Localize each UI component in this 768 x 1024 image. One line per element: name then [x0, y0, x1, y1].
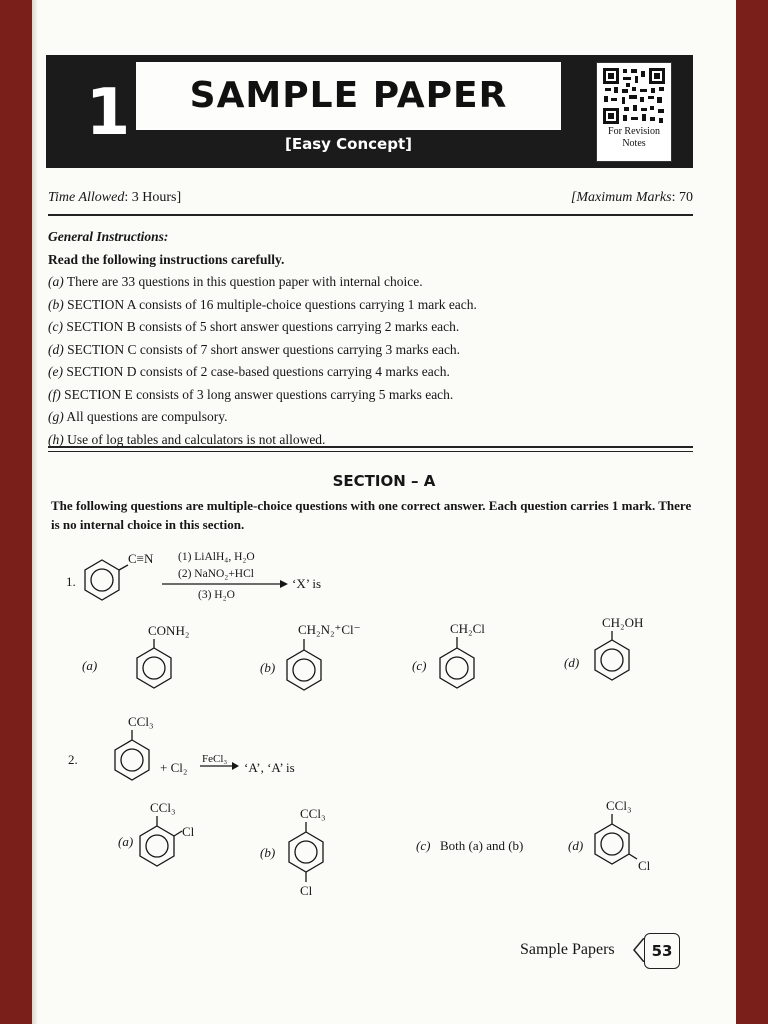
- q2-option-c-tag: (c): [416, 838, 431, 853]
- item-text: There are 33 questions in this question paper with internal choice.: [66, 274, 423, 289]
- qr-code-icon[interactable]: [602, 67, 666, 125]
- q1-option-a-group: CONH₂: [148, 623, 190, 638]
- item-tag: (b): [48, 296, 64, 312]
- q2-option-d-tag: (d): [568, 838, 584, 853]
- benzene-ring-icon: [287, 639, 321, 690]
- q1-number: 1.: [66, 574, 76, 589]
- divider: [48, 214, 693, 216]
- q1-group: C≡N: [128, 551, 154, 566]
- item-tag: (h): [48, 431, 64, 447]
- instruction-item: [48, 406, 693, 429]
- instruction-item: [48, 384, 693, 407]
- q2-option-c-text: Both (a) and (b): [440, 838, 524, 853]
- q2-option-b-sub: Cl: [300, 883, 313, 898]
- benzene-ring-icon: [440, 637, 474, 688]
- q1-option-c-tag: (c): [412, 658, 427, 673]
- q2-option-d-sub: Cl: [638, 858, 651, 873]
- page-subtitle: [Easy Concept]: [285, 135, 412, 153]
- q2-option-a-top: CCl₃: [150, 800, 176, 815]
- time-allowed-value: : 3 Hours]: [124, 190, 182, 205]
- q1-option-c-group: CH₂Cl: [450, 621, 485, 636]
- max-marks-label: [Maximum Marks: [570, 190, 672, 205]
- divider: [48, 451, 693, 452]
- q2-option-d-top: CCl₃: [606, 798, 632, 813]
- instruction-item: [48, 339, 693, 362]
- page-number: 53: [644, 933, 680, 969]
- item-text: SECTION C consists of 7 short answer questions carrying 3 marks each.: [67, 341, 461, 357]
- benzene-ring-icon: [140, 816, 182, 866]
- item-tag: (g): [48, 409, 64, 424]
- instructions-lead: Read the following instructions carefully.: [48, 251, 285, 267]
- benzene-ring-icon: [595, 631, 629, 680]
- divider: [48, 446, 693, 448]
- q2-option-b-top: CCl₃: [300, 806, 326, 821]
- item-tag: (c): [48, 319, 63, 334]
- q2-option-a-tag: (a): [118, 834, 134, 849]
- q2-catalyst: FeCl₃: [202, 753, 228, 765]
- header-banner: [46, 55, 693, 168]
- arrow-head-icon: [232, 762, 239, 770]
- q1-result: ‘X’ is: [292, 576, 322, 591]
- q2-result: ‘A’, ‘A’ is: [244, 760, 295, 775]
- paper-number: 1: [85, 76, 131, 150]
- item-text: SECTION A consists of 16 multiple-choice questions carrying 1 mark each.: [67, 296, 477, 312]
- qr-panel[interactable]: [596, 62, 672, 162]
- q2-number: 2.: [68, 752, 78, 767]
- item-tag: (e): [48, 364, 63, 379]
- general-instructions: [48, 226, 693, 451]
- item-text: All questions are compulsory.: [66, 409, 228, 424]
- time-allowed: [48, 190, 181, 206]
- time-allowed-label: Time Allowed: [48, 190, 125, 205]
- item-text: SECTION E consists of 3 long answer questions carrying 5 marks each.: [64, 386, 454, 402]
- benzene-ring-icon: [137, 639, 171, 688]
- max-marks-value: : 70: [671, 190, 693, 205]
- q1-option-d-group: CH₂OH: [602, 615, 644, 630]
- questions-figure: [62, 540, 702, 910]
- q1-option-b-group: CH₂N₂⁺Cl⁻: [298, 622, 361, 637]
- q1-step2: (2) NaNO₂+HCl: [178, 568, 254, 580]
- q2-option-b-tag: (b): [260, 845, 276, 860]
- instruction-item: [48, 361, 693, 384]
- benzene-ring-icon: [115, 730, 149, 780]
- section-intro: The following questions are multiple-choice questions with one correct answer. Each question carries 1 mark. There is no internal choice in this section.: [51, 498, 692, 532]
- page: [32, 0, 736, 1024]
- q1-option-a-tag: (a): [82, 658, 98, 673]
- item-tag: (a): [48, 274, 64, 289]
- q1-option-b-tag: (b): [260, 660, 276, 675]
- arrow-head-icon: [280, 580, 288, 588]
- instruction-item: [48, 271, 693, 294]
- q1-step1: (1) LiAlH₄, H₂O: [178, 551, 255, 563]
- item-tag: (d): [48, 341, 64, 357]
- instruction-item: [48, 294, 693, 317]
- instructions-heading: General Instructions:: [48, 229, 169, 244]
- max-marks: [571, 190, 693, 206]
- benzene-ring-icon: [85, 560, 128, 600]
- instruction-item: [48, 316, 693, 339]
- page-title: SAMPLE PAPER: [189, 75, 508, 116]
- title-box: [136, 62, 561, 130]
- q1-step3: (3) H₂O: [198, 589, 235, 601]
- qr-caption: For Revision Notes: [608, 126, 660, 149]
- q2-reagent: + Cl₂: [160, 760, 188, 775]
- benzene-ring-icon: [595, 814, 637, 864]
- q2-option-a-sub: Cl: [182, 824, 195, 839]
- page-spine-shadow: [32, 0, 38, 1024]
- benzene-ring-icon: [289, 822, 323, 882]
- section-title: SECTION – A: [332, 472, 436, 490]
- q2-group: CCl₃: [128, 714, 154, 729]
- q1-option-d-tag: (d): [564, 655, 580, 670]
- item-text: SECTION B consists of 5 short answer questions carrying 2 marks each.: [66, 319, 460, 334]
- item-text: SECTION D consists of 2 case-based questions carrying 4 marks each.: [66, 364, 450, 379]
- footer-label: Sample Papers: [520, 941, 615, 958]
- item-tag: (f): [48, 386, 61, 402]
- item-text: Use of log tables and calculators is not allowed.: [67, 431, 326, 447]
